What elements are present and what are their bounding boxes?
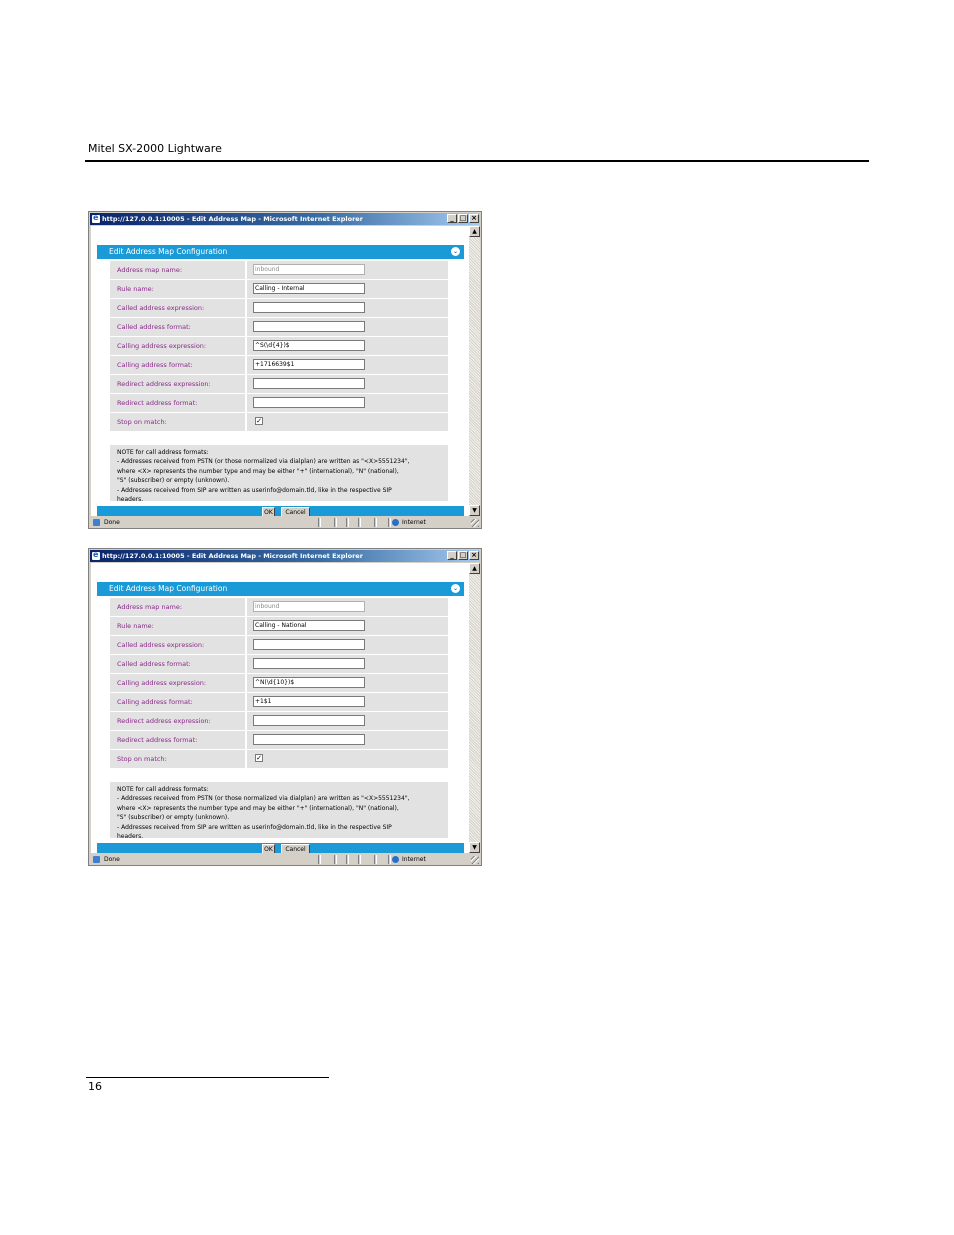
called-format-input[interactable] [253, 321, 365, 332]
rule-name-input[interactable]: Calling - National [253, 620, 365, 631]
globe-icon [392, 519, 399, 526]
form-row-stop-on-match [110, 750, 448, 768]
close-icon[interactable]: × [469, 551, 479, 560]
calling-format-input[interactable]: +1716639$1 [253, 359, 365, 370]
globe-icon [392, 856, 399, 863]
note-line: "S" (subscriber) or empty (unknown). [117, 814, 230, 822]
address-map-form [110, 598, 448, 769]
form-row-calling-format [110, 356, 448, 374]
field-label: Rule name: [110, 617, 245, 635]
field-label: Calling address format: [110, 356, 245, 374]
form-row-rule-name [110, 617, 448, 635]
note-line: headers. [117, 496, 144, 504]
field-label: Called address expression: [110, 299, 245, 317]
status-bar [90, 854, 480, 865]
status-bar [90, 517, 480, 528]
field-label: Stop on match: [110, 413, 245, 431]
status-divider [334, 855, 337, 864]
note-line: "S" (subscriber) or empty (unknown). [117, 477, 230, 485]
format-note [110, 782, 448, 841]
called-format-input[interactable] [253, 658, 365, 669]
field-label: Calling address format: [110, 693, 245, 711]
button-bar [97, 843, 464, 853]
maximize-icon[interactable]: □ [459, 214, 467, 222]
status-divider [346, 518, 349, 527]
note-line: NOTE for call address formats: [117, 449, 209, 456]
called-expression-input[interactable] [253, 302, 365, 313]
status-divider [388, 518, 391, 527]
form-row-redirect-format [110, 394, 448, 412]
address-map-name-input: inbound [253, 264, 365, 275]
security-zone-text: Internet [402, 519, 426, 526]
note-line: - Addresses received from SIP are written as userinfo@domain.tld, like in the respective SIP [117, 823, 392, 831]
note-line: - Addresses received from PSTN (or those normalized via dialplan) are written as "<X>5551234", [117, 795, 410, 803]
window-title: http://127.0.0.1:10005 - Edit Address Map - Microsoft Internet Explorer [102, 552, 363, 560]
stop-on-match-checkbox[interactable]: ✓ [256, 754, 262, 762]
cancel-button[interactable]: Cancel [281, 507, 310, 516]
note-line: NOTE for call address formats: [117, 786, 209, 793]
maximize-icon[interactable]: □ [459, 551, 467, 559]
chevron-down-icon[interactable]: ⌄ [452, 248, 459, 255]
dialog-header [97, 245, 464, 259]
browser-content [91, 226, 469, 516]
dialog-header [97, 582, 464, 596]
field-label: Redirect address expression: [110, 712, 245, 730]
note-line: - Addresses received from PSTN (or those normalized via dialplan) are written as "<X>5551234", [117, 458, 410, 466]
field-label: Address map name: [110, 598, 245, 616]
ok-button[interactable]: OK [262, 844, 275, 853]
scroll-up-icon[interactable]: ▲ [469, 226, 480, 237]
dialog-title: Edit Address Map Configuration [109, 584, 228, 593]
form-row-calling-expression [110, 674, 448, 692]
form-row-rule-name [110, 280, 448, 298]
minimize-icon[interactable]: _ [447, 551, 457, 560]
form-row-called-expression [110, 299, 448, 317]
status-text: Done [104, 856, 120, 863]
field-label: Called address expression: [110, 636, 245, 654]
format-note [110, 445, 448, 504]
form-row-stop-on-match [110, 413, 448, 431]
resize-grip-icon[interactable] [471, 856, 479, 864]
form-row-called-format [110, 318, 448, 336]
rule-name-input[interactable]: Calling - Internal [253, 283, 365, 294]
status-divider [358, 855, 361, 864]
address-map-form [110, 261, 448, 432]
window-titlebar[interactable] [90, 213, 480, 225]
resize-grip-icon[interactable] [471, 519, 479, 527]
form-row-address-map-name [110, 598, 448, 616]
note-line: headers. [117, 833, 144, 841]
page-number: 16 [88, 1080, 102, 1093]
close-icon[interactable]: × [469, 214, 479, 223]
note-line: - Addresses received from SIP are written as userinfo@domain.tld, like in the respective SIP [117, 486, 392, 494]
note-line: where <X> represents the number type and may be either "+" (international), "N" (national), [117, 467, 399, 475]
page-done-icon [93, 519, 100, 526]
browser-content [91, 563, 469, 853]
status-divider [374, 518, 377, 527]
called-expression-input[interactable] [253, 639, 365, 650]
scroll-up-icon[interactable]: ▲ [469, 563, 480, 574]
ie-window [88, 548, 482, 866]
field-label: Stop on match: [110, 750, 245, 768]
calling-expression-input[interactable]: ^N(\d{10})$ [253, 677, 365, 688]
address-map-name-input: inbound [253, 601, 365, 612]
minimize-icon[interactable]: _ [447, 214, 457, 223]
calling-format-input[interactable]: +1$1 [253, 696, 365, 707]
button-bar [97, 506, 464, 516]
redirect-format-input[interactable] [253, 734, 365, 745]
field-label: Called address format: [110, 318, 245, 336]
status-divider [374, 855, 377, 864]
form-row-calling-expression [110, 337, 448, 355]
note-line: where <X> represents the number type and may be either "+" (international), "N" (national), [117, 804, 399, 812]
cancel-button[interactable]: Cancel [281, 844, 310, 853]
security-zone-text: Internet [402, 856, 426, 863]
scroll-down-icon[interactable]: ▼ [469, 842, 480, 853]
page-done-icon [93, 856, 100, 863]
field-label: Rule name: [110, 280, 245, 298]
redirect-expression-input[interactable] [253, 715, 365, 726]
stop-on-match-checkbox[interactable]: ✓ [256, 417, 262, 425]
redirect-expression-input[interactable] [253, 378, 365, 389]
window-titlebar[interactable] [90, 550, 480, 562]
form-row-redirect-expression [110, 712, 448, 730]
field-label: Redirect address format: [110, 394, 245, 412]
chevron-down-icon[interactable]: ⌄ [452, 585, 459, 592]
dialog-title: Edit Address Map Configuration [109, 247, 228, 256]
scroll-down-icon[interactable]: ▼ [469, 505, 480, 516]
status-divider [346, 855, 349, 864]
vertical-scrollbar[interactable] [469, 226, 480, 516]
status-divider [358, 518, 361, 527]
form-row-address-map-name [110, 261, 448, 279]
form-row-called-expression [110, 636, 448, 654]
page-header-title: Mitel SX-2000 Lightware [88, 142, 222, 155]
field-label: Called address format: [110, 655, 245, 673]
field-label: Redirect address expression: [110, 375, 245, 393]
status-divider [318, 855, 321, 864]
redirect-format-input[interactable] [253, 397, 365, 408]
status-divider [334, 518, 337, 527]
ie-window [88, 211, 482, 529]
footer-divider [86, 1077, 329, 1078]
field-label: Calling address expression: [110, 337, 245, 355]
form-row-calling-format [110, 693, 448, 711]
field-label: Calling address expression: [110, 674, 245, 692]
form-row-called-format [110, 655, 448, 673]
status-text: Done [104, 519, 120, 526]
form-row-redirect-expression [110, 375, 448, 393]
header-divider [85, 160, 869, 162]
form-row-redirect-format [110, 731, 448, 749]
window-title: http://127.0.0.1:10005 - Edit Address Map - Microsoft Internet Explorer [102, 215, 363, 223]
ok-button[interactable]: OK [262, 507, 275, 516]
ie-logo-icon [92, 552, 100, 560]
ie-logo-icon [92, 215, 100, 223]
field-label: Redirect address format: [110, 731, 245, 749]
status-divider [388, 855, 391, 864]
calling-expression-input[interactable]: ^S(\d{4})$ [253, 340, 365, 351]
field-label: Address map name: [110, 261, 245, 279]
vertical-scrollbar[interactable] [469, 563, 480, 853]
status-divider [318, 518, 321, 527]
